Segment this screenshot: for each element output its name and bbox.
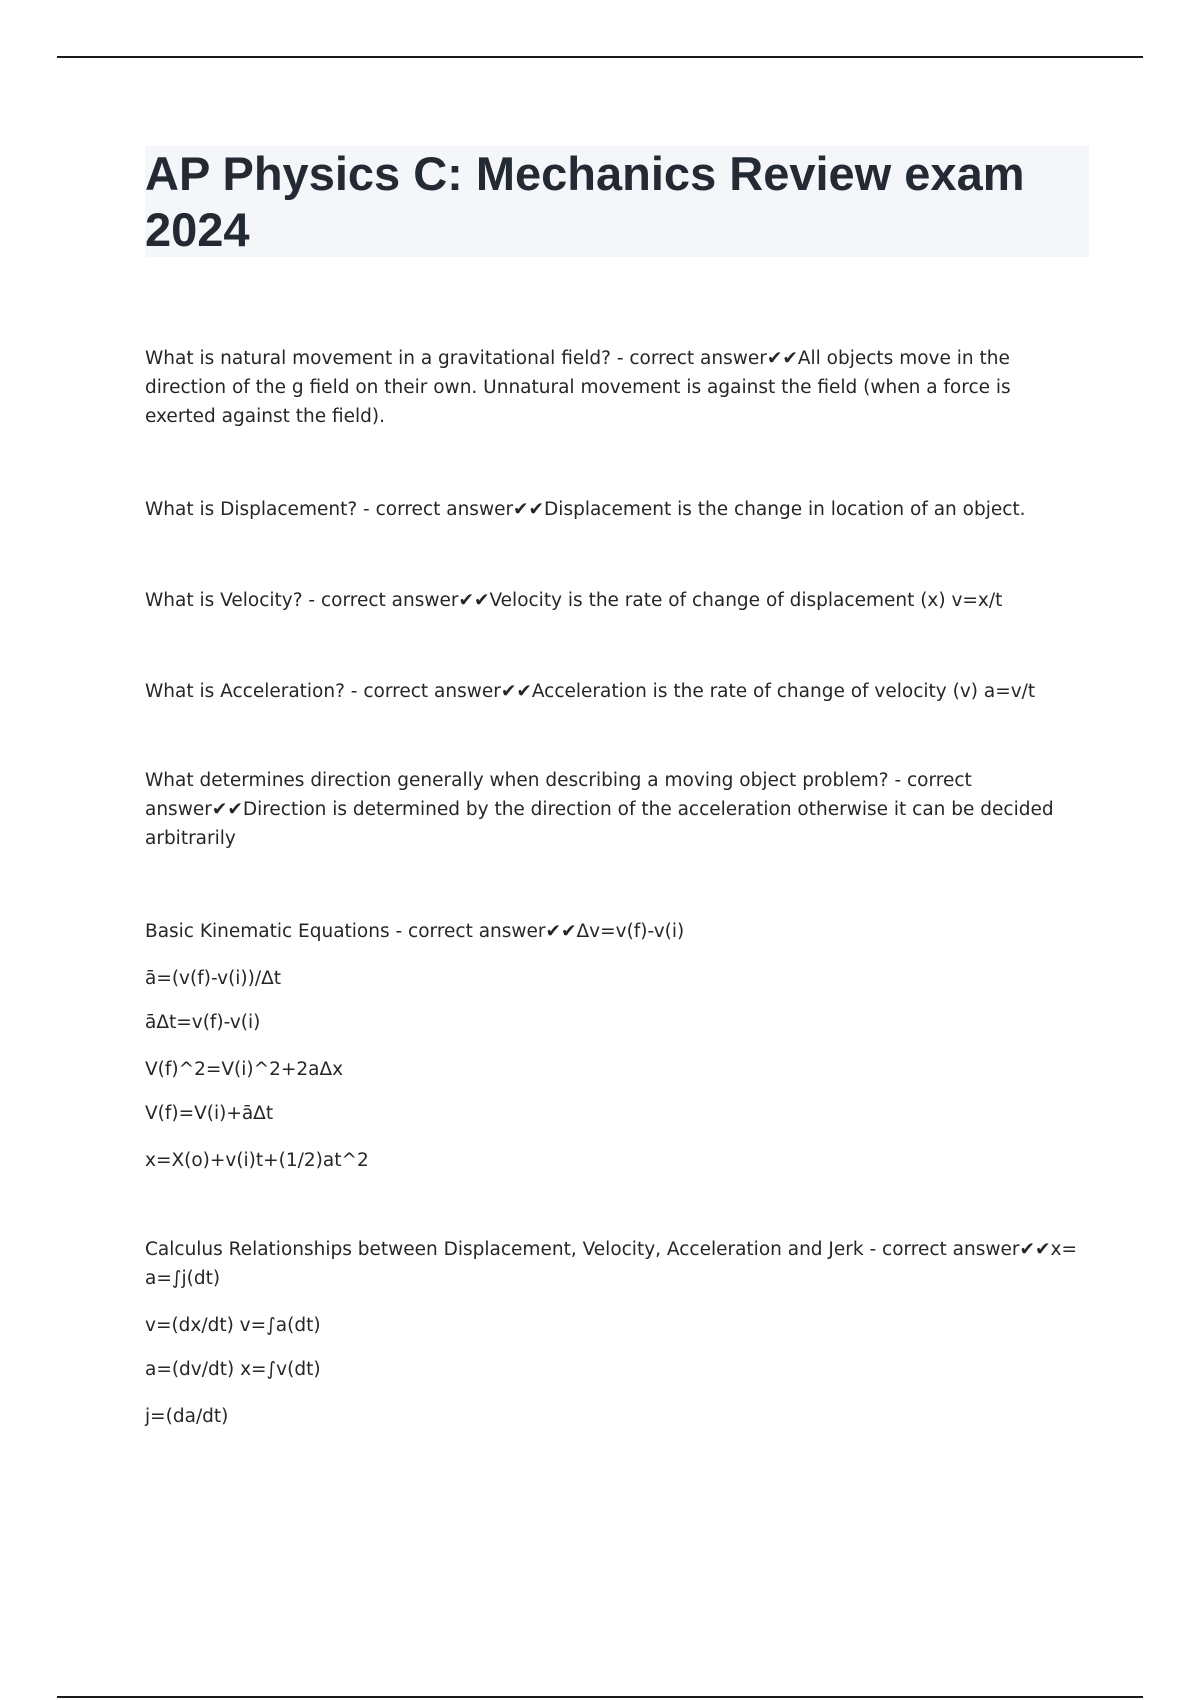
qa-entry-direction: What determines direction generally when describing a moving object problem? - correct answer✔✔Direction is determined by the direction of the acceleration otherwise it can be decided arbitrarily xyxy=(145,770,1054,849)
equation-line: x=X(o)+v(i)t+(1/2)at^2 xyxy=(145,1150,369,1171)
bottom-rule xyxy=(57,1696,1143,1698)
qa-entry-displacement: What is Displacement? - correct answer✔✔Displacement is the change in location of an object. xyxy=(145,499,1026,520)
top-rule xyxy=(57,56,1143,58)
title-block xyxy=(145,146,1089,257)
qa-entry-acceleration: What is Acceleration? - correct answer✔✔Acceleration is the rate of change of velocity (v) a=v/t xyxy=(145,681,1036,702)
qa-entry-velocity: What is Velocity? - correct answer✔✔Velocity is the rate of change of displacement (x) v=x/t xyxy=(145,590,1003,611)
equation-line: V(f)^2=V(i)^2+2aΔx xyxy=(145,1059,344,1080)
qa-entry-calculus-relationships: Calculus Relationships between Displacement, Velocity, Acceleration and Jerk - correct answer✔✔x= a=∫j(dt) xyxy=(145,1239,1077,1289)
equation-line: a=(dv/dt) x=∫v(dt) xyxy=(145,1359,321,1380)
page-title: AP Physics C: Mechanics Review exam 2024 xyxy=(145,147,1025,256)
qa-entry-natural-movement: What is natural movement in a gravitational field? - correct answer✔✔All objects move in the direction of the g field on their own. Unnatural movement is against the field (when a force is exerted against the field). xyxy=(145,348,1011,427)
qa-entry-kinematic-equations: Basic Kinematic Equations - correct answer✔✔Δv=v(f)-v(i) xyxy=(145,921,685,942)
equation-line: v=(dx/dt) v=∫a(dt) xyxy=(145,1315,321,1336)
equation-line: V(f)=V(i)+āΔt xyxy=(145,1103,274,1124)
equation-line: āΔt=v(f)-v(i) xyxy=(145,1012,261,1033)
equation-line: j=(da/dt) xyxy=(145,1406,229,1427)
equation-line: ā=(v(f)-v(i))/Δt xyxy=(145,968,282,989)
